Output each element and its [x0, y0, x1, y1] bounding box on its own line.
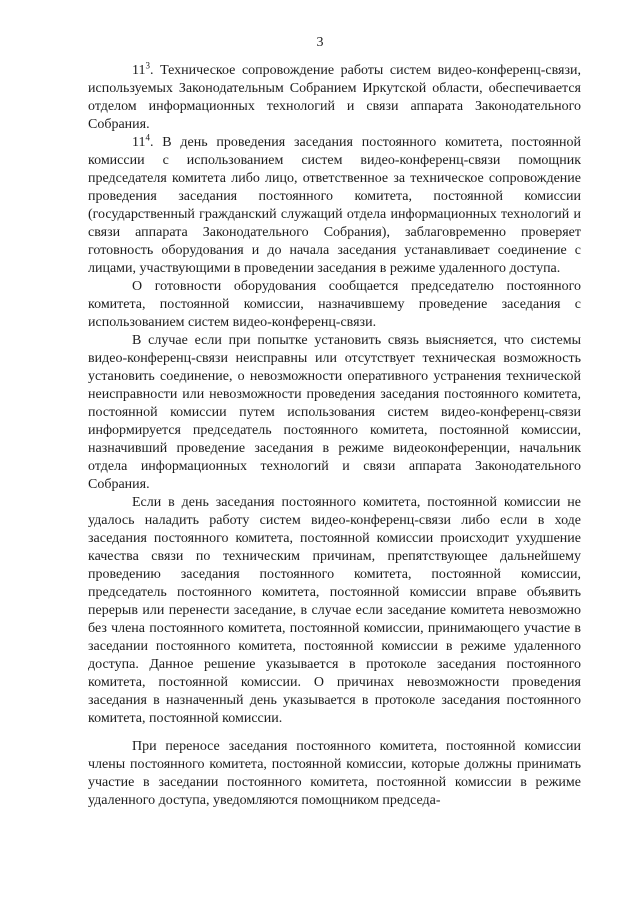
paragraph-11-3 — [88, 62, 581, 134]
paragraph-number-superscript: 4 — [145, 132, 150, 143]
document-body — [88, 62, 581, 810]
paragraph-text: . В день проведения заседания постоянного комитета, постоянной комиссии с использованием систем видео-конференц-связи помощник председателя комитета либо лицо, ответственное за техническое сопровождение проведения заседания постоянного комитета, постоянной комиссии (государственный гражданский служащий отдела информационных технологий и связи аппарата Законодательного Собрания), заблаговременно проверяет готовность оборудования и до начала заседания устанавливает соединение с лицами, участвующими в проведении заседания в режиме удаленного доступа. — [88, 135, 581, 276]
paragraph-number: 11 — [132, 135, 146, 150]
paragraph-text: . Техническое сопровождение работы систем видео-конференц-связи, используемых Законодательным Собранием Иркутской области, обеспечивается отделом информационных технологий и связи аппарата Законодательного Собрания. — [88, 63, 581, 132]
paragraph-number-superscript: 3 — [145, 60, 150, 71]
paragraph-session-postponement: При переносе заседания постоянного комитета, постоянной комиссии члены постоянного комитета, постоянной комиссии, которые должны принимать участие в заседании постоянного комитета, постоянной комиссии в режиме удаленного доступа, уведомляются помощником председа- — [88, 739, 581, 808]
page-number: 3 — [316, 35, 324, 50]
paragraph-number: 11 — [132, 63, 146, 78]
paragraph-connection-failure: В случае если при попытке установить связь выясняется, что системы видео-конференц-связи неисправны или отсутствует техническая возможность установить соединение, о невозможности оперативного устранения технической неисправности или невозможности проведения заседания постоянного комитета, постоянной комиссии путем использования систем видео-конференц-связи информируется председатель постоянного комитета, постоянной комиссии, назначивший проведение заседания в режиме видеоконференции, начальник отдела информационных технологий и связи аппарата Законодательного Собрания. — [88, 333, 581, 492]
paragraph-equipment-readiness: О готовности оборудования сообщается председателю постоянного комитета, постоянной комиссии, назначившему проведение заседания с использованием систем видео-конференц-связи. — [88, 279, 581, 330]
paragraph-session-disruption: Если в день заседания постоянного комитета, постоянной комиссии не удалось наладить работу систем видео-конференц-связи либо если в ходе заседания постоянного комитета, постоянной комиссии происходит ухудшение качества связи по техническим причинам, препятствующее дальнейшему проведению заседания постоянного комитета, постоянной комиссии, председатель постоянного комитета, постоянной комиссии вправе объявить перерыв или перенести заседание, в случае если заседание комитета невозможно без члена постоянного комитета, постоянной комиссии, принимающего участие в заседании постоянного комитета, постоянной комиссии в режиме удаленного доступа. Данное решение указывается в протоколе заседания постоянного комитета, постоянной комиссии. О причинах невозможности проведения заседания в назначенный день указывается в протоколе заседания постоянного комитета, постоянной комиссии. — [88, 495, 581, 726]
paragraph-11-4 — [88, 134, 581, 278]
